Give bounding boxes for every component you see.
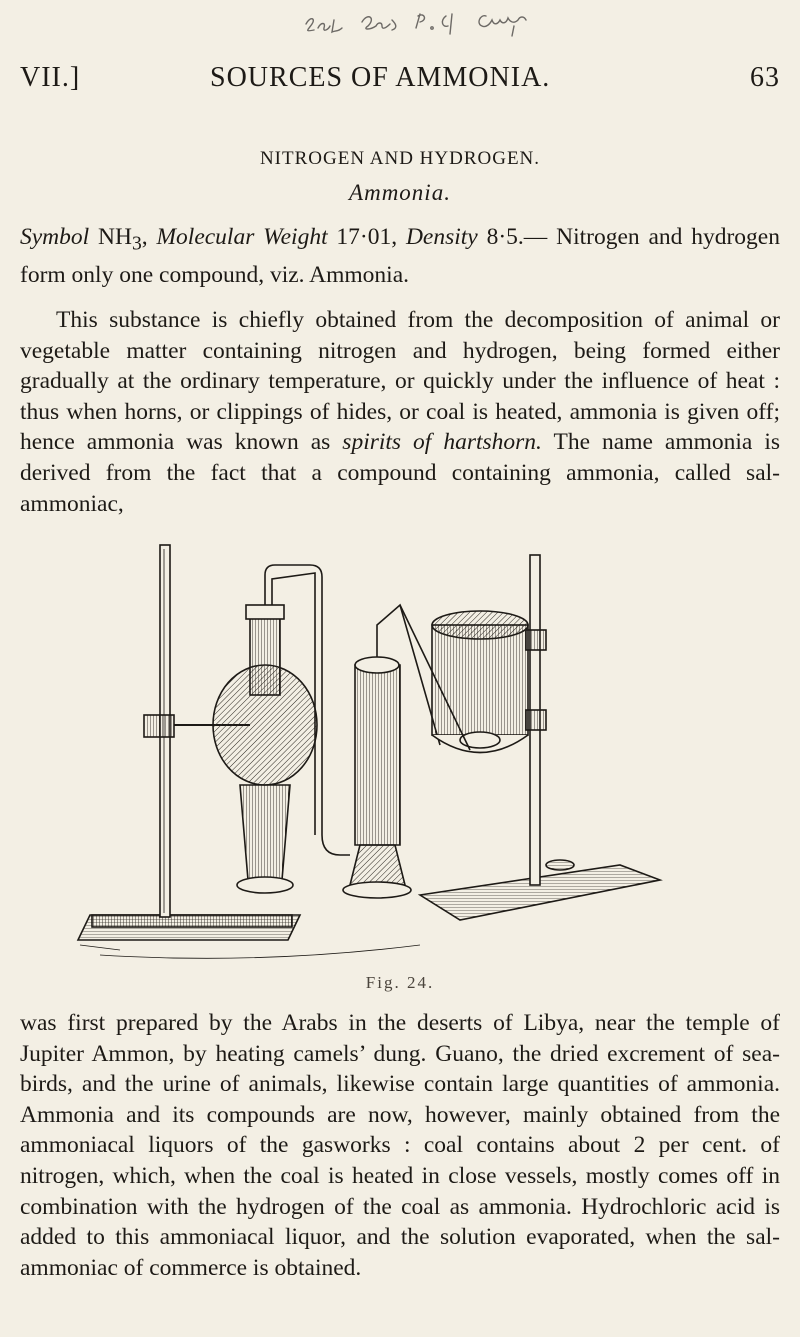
- intro-paragraph: Symbol $NH_3$, Molecular Weight 17·01, Density 8·5.— Nitrogen and hydrogen form only one compound, viz. Ammonia.: [20, 224, 780, 289]
- paragraph-2: [20, 305, 780, 519]
- symbol-subscript: 3: [131, 233, 142, 255]
- density-label: Density: [405, 224, 478, 250]
- paragraph-2-tail: The name ammonia is derived from the fact that a compound containing ammonia, called sal-ammoniac,: [20, 429, 781, 517]
- symbol-value: NH: [98, 224, 132, 250]
- section-title: NITROGEN AND HYDROGEN.: [259, 148, 541, 169]
- running-header: [20, 62, 780, 102]
- page-number: 63: [750, 62, 780, 93]
- figure-caption: Fig. 24.: [365, 973, 435, 992]
- molecular-weight-label: Molecular Weight: [156, 224, 328, 250]
- chapter-number: VII.]: [20, 62, 81, 93]
- symbol-label: Symbol: [20, 224, 90, 250]
- section-subtitle: Ammonia.: [349, 180, 451, 205]
- molecular-weight-value: 17·01,: [336, 224, 398, 250]
- handwritten-annotation: [300, 2, 560, 42]
- intro-text: Nitrogen and hydrogen form only one compound, viz. Ammonia.: [20, 224, 780, 289]
- paragraph-2-text: This substance is chiefly obtained from the decomposition of animal or vegetable matter containing nitrogen and hydrogen, being formed either gradually at the ordinary temperature, or quickly under the influence of heat : thus when horns, or clippings of hides, or coal is heated, ammonia is given off; hence ammonia was known as: [20, 307, 780, 456]
- density-value: 8·5.—: [486, 224, 548, 250]
- apparatus-illustration: [60, 535, 740, 995]
- paragraph-3: was first prepared by the Arabs in the deserts of Libya, near the temple of Jupiter Ammon, by heating camels’ dung. Guano, the dried excrement of sea-birds, and the urine of animals, likewise contain large quantities of ammonia. Ammonia and its compounds are now, however, mainly obtained from the ammoniacal liquors of the gasworks : coal contains about 2 per cent. of nitrogen, which, when the coal is heated in close vessels, mostly comes off in combination with the hydrogen of the coal as ammonia. Hydrochloric acid is added to this ammoniacal liquor, and the solution evaporated, when the sal-ammoniac of commerce is obtained.: [20, 1010, 780, 1281]
- running-title: SOURCES OF AMMONIA.: [210, 62, 551, 93]
- paragraph-2-italic: spirits of hartshorn.: [342, 429, 542, 456]
